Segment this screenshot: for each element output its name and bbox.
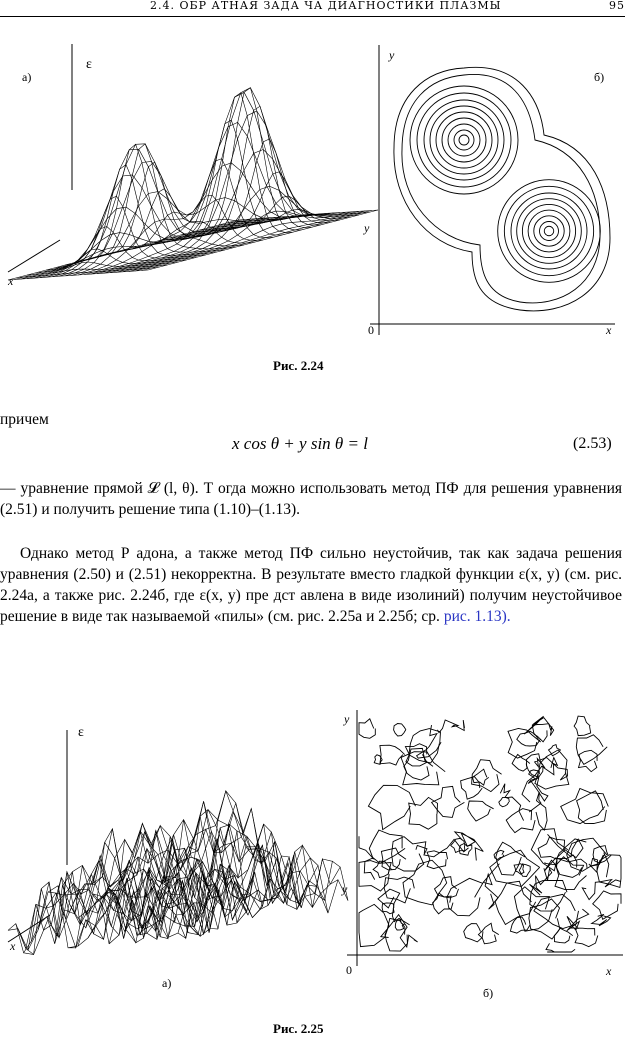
fig224b-contour-ring: [410, 86, 518, 194]
fig225b-contour-blob: [401, 752, 445, 785]
fig224a-surface-plot: [0, 40, 380, 290]
fig224-caption: Рис. 2.24: [273, 358, 324, 373]
fig225b-contour-line: [546, 943, 575, 952]
fig224b-contour-ring: [540, 222, 559, 241]
fig225b-contour-blob: [359, 904, 389, 946]
fig225b-contour-blob: [593, 846, 611, 863]
fig225b-contour-blob: [593, 891, 621, 919]
fig224b-contour-ring: [436, 112, 492, 168]
fig224a-eps-label: ε: [86, 57, 92, 72]
fig224b-contour-ring: [544, 226, 554, 236]
fig225b-contour-blob: [514, 887, 552, 931]
fig224a-x-label: x: [8, 274, 14, 288]
fig225b-contour-blob: [409, 797, 438, 829]
fig225b-contour-blob: [499, 797, 510, 806]
fig225b-contour-blob: [494, 850, 504, 859]
fig225b-contour-blob: [506, 809, 535, 833]
fig225b-contour-blob: [432, 786, 465, 817]
fig225b-contour-blob: [561, 789, 609, 824]
fig225b-contour-blob: [368, 785, 415, 829]
fig224b-contour-ring: [498, 180, 601, 283]
fig225b-contour-blob: [554, 928, 573, 943]
fig225b-contour-blob: [359, 861, 391, 891]
fig224a-x-axis: [8, 240, 60, 272]
fig224b-contour-ring: [442, 118, 486, 162]
fig224a-grid-line: [56, 227, 196, 268]
fig225b-noisy-contour-plot: [345, 708, 625, 968]
fig225b-contour-blob: [478, 923, 498, 944]
fig225b-contour-blob: [514, 864, 524, 875]
fig225b-contour-blob: [369, 830, 405, 863]
page-number: 95: [609, 0, 625, 12]
fig224b-contour-ring: [504, 186, 593, 275]
fig224a-grid-line: [104, 111, 334, 273]
fig224a-grid-line: [59, 144, 289, 276]
fig225b-contour-blob: [468, 801, 494, 821]
fig225a-x-label: x: [10, 939, 16, 953]
fig224b-x-label: x: [606, 323, 612, 337]
fig225b-contour-blob: [381, 848, 406, 870]
section-title: 2.4. ОБР АТНАЯ ЗАДА ЧА ДИАГНОСТИКИ ПЛАЗМЫ: [150, 0, 502, 12]
fig225b-contour-blob: [575, 928, 598, 947]
equation-number: (2.53): [573, 435, 612, 452]
fig225b-contour-blob: [394, 724, 406, 737]
fig224b-outer-contour: [402, 74, 600, 302]
running-header: [0, 0, 625, 16]
fig225a-label: а): [162, 976, 172, 990]
paragraph-1: — уравнение прямой 𝓛 (l, θ). Т огда можно использовать метод ПФ для решения уравнения (2.51) и получить решение типа (1.10)–(1.13).: [0, 480, 622, 518]
fig225b-contour-blob: [532, 724, 551, 742]
fig225b-contour-blob: [535, 750, 569, 789]
fig224b-contour-ring: [448, 124, 480, 156]
fig113-link[interactable]: рис. 1.13).: [443, 608, 511, 625]
fig224b-contour-ring: [534, 216, 564, 246]
fig225b-contour-blob: [461, 777, 483, 800]
fig225b-contour-blob: [380, 745, 405, 765]
fig225-caption: Рис. 2.25: [273, 1021, 324, 1036]
fig225b-y-label: y: [344, 712, 350, 726]
fig225b-contour-blob: [557, 855, 582, 877]
fig224b-contour-ring: [459, 135, 469, 145]
fig225b-contour-blob: [519, 864, 530, 877]
fig224b-contour-ring: [417, 93, 511, 187]
fig224b-y-label: y: [389, 48, 395, 62]
fig225b-contour-blob: [577, 791, 607, 824]
fig224b-outer-contour: [394, 67, 610, 311]
fig224a-grid-line: [8, 220, 238, 280]
fig225a-x-axis: [8, 915, 50, 942]
fig224b-origin-label: 0: [368, 323, 374, 337]
header-rule: [0, 16, 625, 17]
fig225b-contour-line: [528, 778, 548, 801]
fig225b-label: б): [483, 986, 494, 1000]
fig224b-contour-plot: [360, 40, 620, 340]
fig225b-contour-line: [438, 720, 465, 733]
fig225b-contour-blob: [534, 894, 579, 928]
fig225a-grid-line: [28, 865, 168, 950]
fig224a-label: а): [22, 70, 32, 84]
fig224b-contour-ring: [517, 199, 582, 264]
fig225b-contour-blob: [574, 716, 591, 736]
fig225b-contour-line: [589, 853, 609, 878]
fig225b-contour-line: [567, 909, 589, 931]
fig225b-contour-blob: [359, 719, 375, 739]
fig225a-eps-label: ε: [78, 725, 84, 740]
intro-text: причем: [0, 411, 49, 428]
fig224a-grid-line: [21, 219, 251, 279]
fig225b-x-label: x: [606, 964, 612, 978]
fig224b-contour-ring: [430, 106, 498, 174]
fig224b-contour-ring: [528, 210, 570, 252]
fig225b-contour-blob: [576, 735, 607, 765]
fig224b-label: б): [594, 70, 605, 84]
fig224a-y-label: y: [364, 221, 370, 235]
paragraph-2-text: Однако метод Р адона, а также метод ПФ сильно неустойчив, так как задача решения уравнения (2.50) и (2.51) некорректна. В результате вместо гладкой функции ε(x, y) (см. рис. 2.24а, а также рис. 2.24б, где ε(x, y) пре дст авлена в виде изолиний) получим неустойчивое решение в виде так называемой «пилы» (см. рис. 2.25а и 2.25б; ср.: [0, 545, 622, 625]
fig225b-origin-label: 0: [346, 963, 352, 977]
fig225a-noisy-surface-plot: [0, 720, 355, 960]
equation-253: x cos θ + y sin θ = l: [232, 434, 368, 453]
paragraph-2: [0, 543, 622, 627]
fig225a-grid-line: [86, 791, 286, 928]
fig224b-contour-ring: [522, 204, 575, 257]
fig224b-contour-ring: [454, 130, 474, 150]
fig225a-y-label: y: [342, 882, 348, 896]
